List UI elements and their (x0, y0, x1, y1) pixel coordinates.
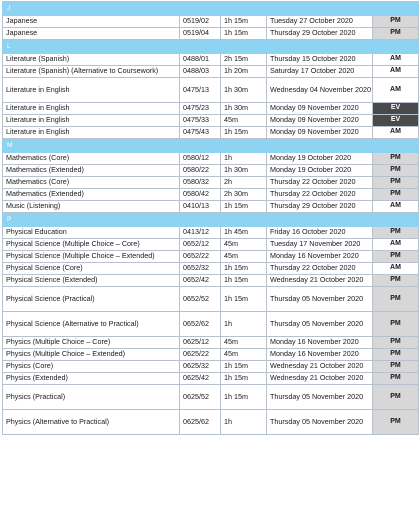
table-row (3, 385, 419, 410)
table-row (3, 373, 419, 385)
date-cell: Wednesday 21 October 2020 (267, 361, 373, 373)
subject-cell: Mathematics (Extended) (3, 189, 180, 201)
table-row (3, 165, 419, 177)
table-row (3, 239, 419, 251)
table-row (3, 153, 419, 165)
code-cell: 0413/12 (180, 227, 221, 239)
timetable (2, 1, 418, 435)
subject-cell: Physical Science (Multiple Choice – Core) (3, 239, 180, 251)
table-row (3, 227, 419, 239)
session-cell: PM (373, 165, 419, 177)
subject-cell: Physics (Practical) (3, 385, 180, 410)
code-cell: 0652/42 (180, 275, 221, 287)
date-cell: Thursday 22 October 2020 (267, 263, 373, 275)
duration-cell: 1h 15m (221, 275, 267, 287)
date-cell: Monday 16 November 2020 (267, 251, 373, 263)
date-cell: Thursday 05 November 2020 (267, 312, 373, 337)
duration-cell: 1h 15m (221, 28, 267, 40)
date-cell: Saturday 17 October 2020 (267, 66, 373, 78)
session-cell: PM (373, 275, 419, 287)
session-cell: PM (373, 410, 419, 435)
subject-cell: Mathematics (Extended) (3, 165, 180, 177)
table-row (3, 177, 419, 189)
duration-cell: 2h 30m (221, 189, 267, 201)
table-row (3, 263, 419, 275)
duration-cell: 1h 15m (221, 361, 267, 373)
table-row (3, 361, 419, 373)
date-cell: Monday 16 November 2020 (267, 349, 373, 361)
duration-cell: 45m (221, 337, 267, 349)
duration-cell: 1h 15m (221, 263, 267, 275)
duration-cell: 1h 30m (221, 165, 267, 177)
subject-cell: Literature in English (3, 78, 180, 103)
session-cell: AM (373, 66, 419, 78)
duration-cell: 1h 30m (221, 78, 267, 103)
table-row (3, 115, 419, 127)
duration-cell: 45m (221, 251, 267, 263)
session-cell: AM (373, 239, 419, 251)
session-cell: AM (373, 54, 419, 66)
session-cell: PM (373, 373, 419, 385)
code-cell: 0475/33 (180, 115, 221, 127)
section-letter: M (3, 139, 419, 153)
session-cell: AM (373, 201, 419, 213)
session-cell: EV (373, 115, 419, 127)
date-cell: Thursday 29 October 2020 (267, 201, 373, 213)
date-cell: Monday 19 October 2020 (267, 153, 373, 165)
subject-cell: Music (Listening) (3, 201, 180, 213)
table-row (3, 287, 419, 312)
date-cell: Tuesday 27 October 2020 (267, 16, 373, 28)
date-cell: Thursday 29 October 2020 (267, 28, 373, 40)
subject-cell: Physical Science (Multiple Choice – Extended) (3, 251, 180, 263)
subject-cell: Physics (Multiple Choice – Core) (3, 337, 180, 349)
table-row (3, 189, 419, 201)
table-row (3, 251, 419, 263)
session-cell: PM (373, 28, 419, 40)
table-row (3, 127, 419, 139)
code-cell: 0475/23 (180, 103, 221, 115)
session-cell: PM (373, 227, 419, 239)
date-cell: Thursday 22 October 2020 (267, 177, 373, 189)
section-letter: L (3, 40, 419, 54)
subject-cell: Physics (Extended) (3, 373, 180, 385)
code-cell: 0580/22 (180, 165, 221, 177)
date-cell: Monday 09 November 2020 (267, 127, 373, 139)
exam-timetable-table (2, 1, 419, 435)
duration-cell: 1h 15m (221, 16, 267, 28)
session-cell: PM (373, 349, 419, 361)
session-cell: PM (373, 177, 419, 189)
subject-cell: Japanese (3, 16, 180, 28)
date-cell: Thursday 05 November 2020 (267, 287, 373, 312)
subject-cell: Physical Science (Core) (3, 263, 180, 275)
session-cell: PM (373, 361, 419, 373)
duration-cell: 45m (221, 239, 267, 251)
subject-cell: Physical Science (Extended) (3, 275, 180, 287)
table-row (3, 54, 419, 66)
code-cell: 0580/12 (180, 153, 221, 165)
session-cell: AM (373, 78, 419, 103)
subject-cell: Physical Education (3, 227, 180, 239)
code-cell: 0519/04 (180, 28, 221, 40)
session-cell: AM (373, 263, 419, 275)
duration-cell: 1h 15m (221, 373, 267, 385)
subject-cell: Literature in English (3, 115, 180, 127)
duration-cell: 1h 15m (221, 127, 267, 139)
code-cell: 0580/42 (180, 189, 221, 201)
code-cell: 0625/22 (180, 349, 221, 361)
code-cell: 0652/22 (180, 251, 221, 263)
date-cell: Thursday 22 October 2020 (267, 189, 373, 201)
table-row (3, 28, 419, 40)
session-cell: PM (373, 251, 419, 263)
date-cell: Monday 19 October 2020 (267, 165, 373, 177)
code-cell: 0652/52 (180, 287, 221, 312)
subject-cell: Mathematics (Core) (3, 153, 180, 165)
duration-cell: 45m (221, 115, 267, 127)
code-cell: 0410/13 (180, 201, 221, 213)
code-cell: 0625/52 (180, 385, 221, 410)
section-letter: P (3, 213, 419, 227)
date-cell: Friday 16 October 2020 (267, 227, 373, 239)
table-row (3, 78, 419, 103)
subject-cell: Physics (Alternative to Practical) (3, 410, 180, 435)
table-row (3, 201, 419, 213)
session-cell: PM (373, 287, 419, 312)
duration-cell: 2h 15m (221, 54, 267, 66)
code-cell: 0625/32 (180, 361, 221, 373)
session-cell: PM (373, 189, 419, 201)
subject-cell: Literature in English (3, 103, 180, 115)
date-cell: Wednesday 21 October 2020 (267, 275, 373, 287)
session-cell: AM (373, 127, 419, 139)
code-cell: 0488/01 (180, 54, 221, 66)
date-cell: Monday 09 November 2020 (267, 115, 373, 127)
code-cell: 0625/42 (180, 373, 221, 385)
date-cell: Thursday 15 October 2020 (267, 54, 373, 66)
duration-cell: 1h 20m (221, 66, 267, 78)
table-row (3, 349, 419, 361)
subject-cell: Literature (Spanish) (Alternative to Coursework) (3, 66, 180, 78)
date-cell: Thursday 05 November 2020 (267, 385, 373, 410)
date-cell: Monday 09 November 2020 (267, 103, 373, 115)
table-row (3, 103, 419, 115)
code-cell: 0625/62 (180, 410, 221, 435)
code-cell: 0652/32 (180, 263, 221, 275)
code-cell: 0488/03 (180, 66, 221, 78)
table-row (3, 66, 419, 78)
duration-cell: 1h 45m (221, 227, 267, 239)
subject-cell: Physics (Core) (3, 361, 180, 373)
code-cell: 0475/43 (180, 127, 221, 139)
duration-cell: 1h (221, 410, 267, 435)
subject-cell: Literature in English (3, 127, 180, 139)
duration-cell: 1h 15m (221, 385, 267, 410)
table-row (3, 312, 419, 337)
date-cell: Wednesday 21 October 2020 (267, 373, 373, 385)
duration-cell: 1h (221, 153, 267, 165)
code-cell: 0625/12 (180, 337, 221, 349)
duration-cell: 2h (221, 177, 267, 189)
code-cell: 0580/32 (180, 177, 221, 189)
duration-cell: 1h 30m (221, 103, 267, 115)
session-cell: PM (373, 16, 419, 28)
code-cell: 0652/12 (180, 239, 221, 251)
duration-cell: 1h 15m (221, 201, 267, 213)
code-cell: 0475/13 (180, 78, 221, 103)
code-cell: 0519/02 (180, 16, 221, 28)
date-cell: Wednesday 04 November 2020 (267, 78, 373, 103)
section-letter: J (3, 2, 419, 16)
session-cell: PM (373, 385, 419, 410)
duration-cell: 1h (221, 312, 267, 337)
session-cell: PM (373, 337, 419, 349)
subject-cell: Japanese (3, 28, 180, 40)
session-cell: PM (373, 153, 419, 165)
subject-cell: Physical Science (Alternative to Practical) (3, 312, 180, 337)
duration-cell: 1h 15m (221, 287, 267, 312)
code-cell: 0652/62 (180, 312, 221, 337)
subject-cell: Mathematics (Core) (3, 177, 180, 189)
section-header (3, 139, 419, 153)
date-cell: Monday 16 November 2020 (267, 337, 373, 349)
subject-cell: Literature (Spanish) (3, 54, 180, 66)
section-header (3, 2, 419, 16)
duration-cell: 45m (221, 349, 267, 361)
table-row (3, 16, 419, 28)
session-cell: PM (373, 312, 419, 337)
section-header (3, 40, 419, 54)
table-row (3, 337, 419, 349)
session-cell: EV (373, 103, 419, 115)
timetable-body (3, 2, 419, 435)
date-cell: Tuesday 17 November 2020 (267, 239, 373, 251)
subject-cell: Physics (Multiple Choice – Extended) (3, 349, 180, 361)
table-row (3, 275, 419, 287)
section-header (3, 213, 419, 227)
table-row (3, 410, 419, 435)
date-cell: Thursday 05 November 2020 (267, 410, 373, 435)
subject-cell: Physical Science (Practical) (3, 287, 180, 312)
